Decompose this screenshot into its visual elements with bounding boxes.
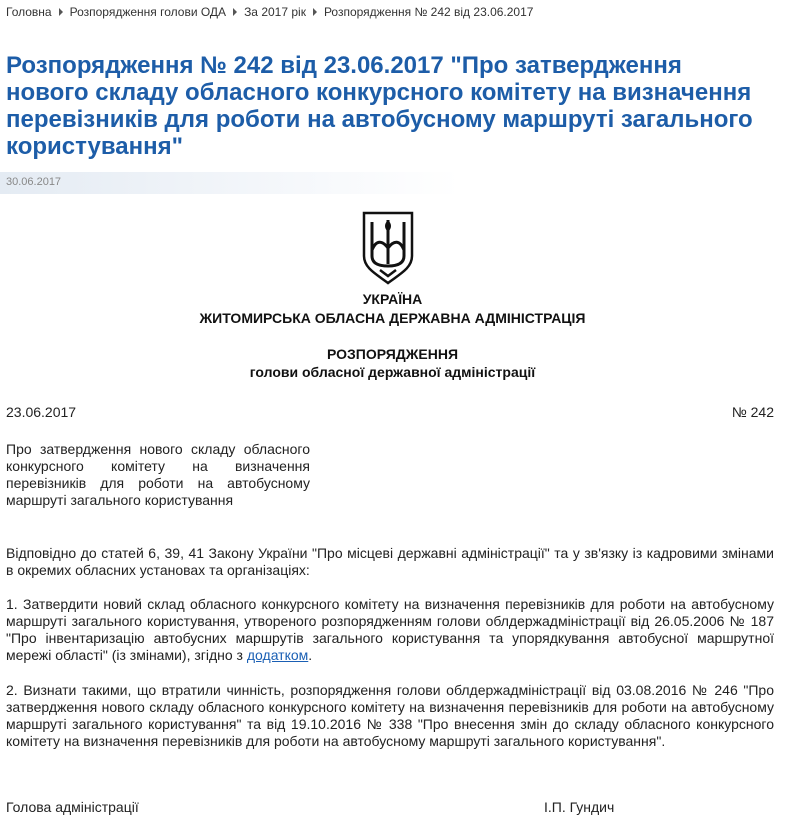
issuer-heading: голови обласної державної адміністрації (249, 364, 536, 380)
triangle-right-icon (59, 8, 63, 16)
date-bar (0, 172, 460, 194)
triangle-right-icon (233, 8, 237, 16)
doc-item-1-end: . (308, 647, 313, 663)
doc-subject: Про затвердження нового складу обласного конкурсного комітету на визначення перевізників для роботи на автобусному маршруті загального користування (6, 441, 310, 508)
doc-preamble: Відповідно до статей 6, 39, 41 Закону України "Про місцеві державні адміністрації" та у зв'язку із кадровими змінами в окремих обласних установах та організаціях: (6, 545, 774, 578)
doc-item-1-text: 1. Затвердити новий склад обласного конкурсного комітету на визначення перевізників для роботи на автобусному маршруті загального користування, утвореного розпорядженням голови облдержадміністрації від 26.05.2006 № 187 "Про інвентаризацію автобусних маршрутів загального користування та упорядкування автобусної маршрутної мережі області" (із змінами), згідно з (6, 596, 774, 663)
trident-emblem-icon (360, 210, 416, 286)
breadcrumb-current: Розпорядження № 242 від 23.06.2017 (323, 5, 534, 19)
administration-heading: ЖИТОМИРСЬКА ОБЛАСНА ДЕРЖАВНА АДМІНІСТРАЦІЯ (199, 310, 586, 326)
triangle-right-icon (313, 8, 317, 16)
signature-position: Голова адміністрації (6, 799, 139, 815)
appendix-link[interactable]: додатком (246, 647, 309, 663)
breadcrumb (6, 5, 533, 19)
breadcrumb-year-link[interactable]: За 2017 рік (244, 5, 306, 19)
doc-type-heading: РОЗПОРЯДЖЕННЯ (326, 346, 459, 362)
doc-date: 23.06.2017 (6, 404, 77, 420)
country-heading: УКРАЇНА (362, 291, 423, 307)
breadcrumb-decrees-link[interactable]: Розпорядження голови ОДА (69, 5, 227, 19)
page-title: Розпорядження № 242 від 23.06.2017 "Про затвердження нового складу обласного конкурсного комітету на визначення перевізників для роботи на автобусному маршруті загального користування" (6, 52, 753, 160)
doc-item-1 (6, 596, 774, 664)
signature-name: І.П. Гундич (544, 799, 615, 815)
published-date: 30.06.2017 (6, 176, 62, 188)
breadcrumb-home-link[interactable]: Головна (6, 5, 52, 19)
doc-item-2: 2. Визнати такими, що втратили чинність, розпорядження голови облдержадміністрації від 03.08.2016 № 246 "Про затвердження нового складу обласного конкурсного комітету на визначення перевізників для роботи на автобусному маршруті загального користування" та від 19.10.2016 № 338 "Про внесення змін до складу обласного конкурсного комітету на визначення перевізників для роботи на автобусному маршруті загального користування". (6, 682, 774, 749)
doc-number: № 242 (731, 404, 774, 420)
